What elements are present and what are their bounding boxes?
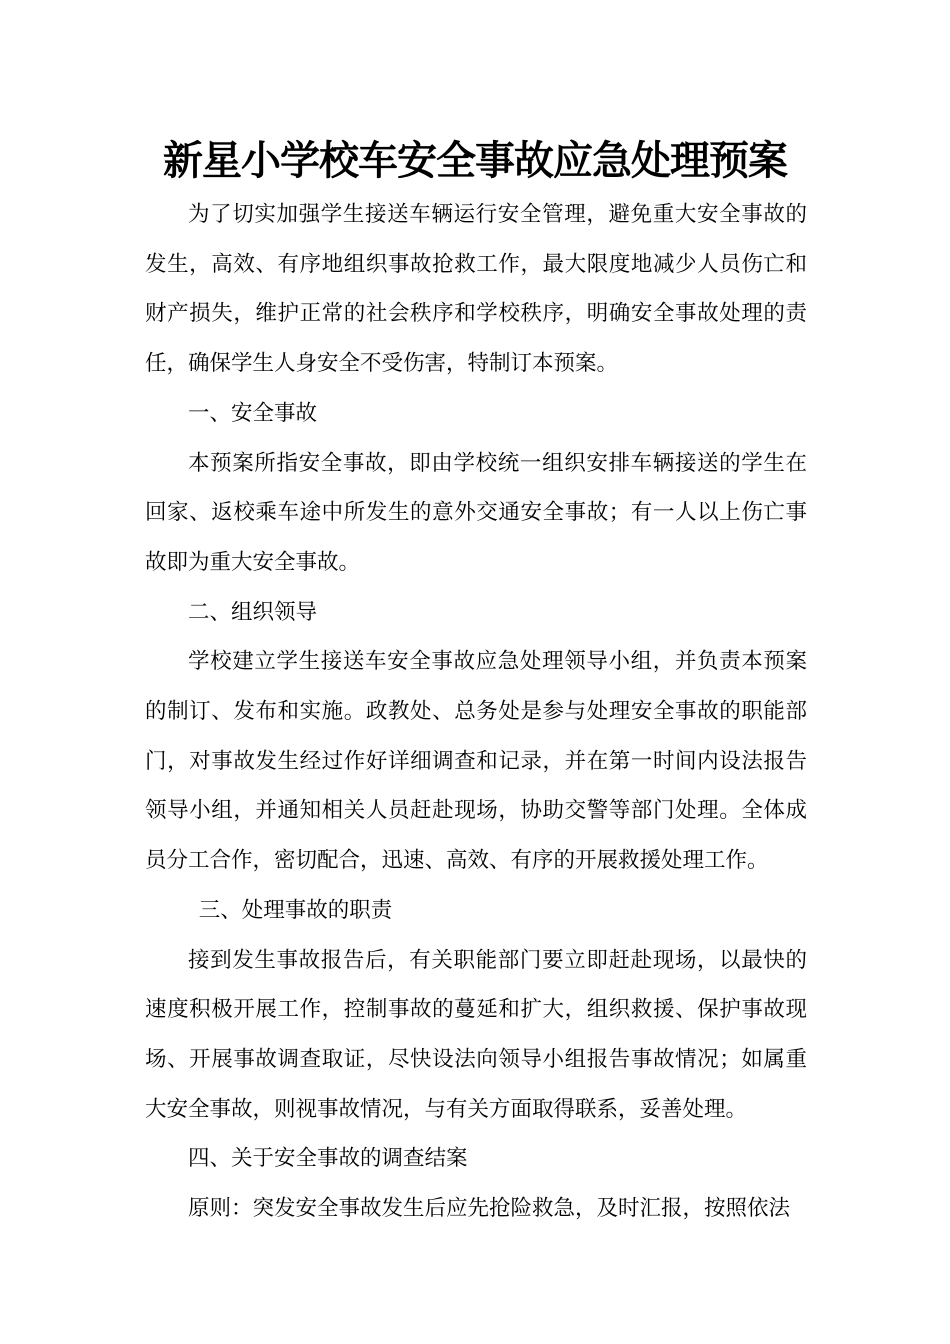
document-title: 新星小学校车安全事故应急处理预案	[163, 137, 787, 184]
section-paragraph-2: 学校建立学生接送车安全事故应急处理领导小组，并负责本预案的制订、发布和实施。政教处、总务处是参与处理安全事故的职能部门，对事故发生经过作好详细调查和记录，并在第一时间内设法报告领导小组，并通知相关人员赶赴现场，协助交警等部门处理。全体成员分工合作，密切配合，迅速、高效、有序的开展救援处理工作。	[145, 649, 807, 874]
intro-paragraph: 为了切实加强学生接送车辆运行安全管理，避免重大安全事故的发生，高效、有序地组织事故抢救工作，最大限度地减少人员伤亡和财产损失，维护正常的社会秩序和学校秩序，明确安全事故处理的责任，确保学生人身安全不受伤害，特制订本预案。	[145, 202, 807, 377]
section-heading-2: 二、组织领导	[188, 599, 318, 625]
section-heading-4: 四、关于安全事故的调查结案	[188, 1146, 468, 1172]
section-heading-3: 三、处理事故的职责	[198, 897, 393, 923]
section-paragraph-1: 本预案所指安全事故，即由学校统一组织安排车辆接送的学生在回家、返校乘车途中所发生的意外交通安全事故；有一人以上伤亡事故即为重大安全事故。	[145, 450, 807, 575]
section-paragraph-4: 原则：突发安全事故发生后应先抢险救急，及时汇报，按照依法	[188, 1196, 791, 1222]
section-heading-1: 一、安全事故	[188, 400, 318, 426]
document-body	[145, 190, 807, 1234]
section-paragraph-3: 接到发生事故报告后，有关职能部门要立即赶赴现场，以最快的速度积极开展工作，控制事故的蔓延和扩大，组织救援、保护事故现场、开展事故调查取证，尽快设法向领导小组报告事故情况；如属重大安全事故，则视事故情况，与有关方面取得联系，妥善处理。	[145, 947, 807, 1122]
